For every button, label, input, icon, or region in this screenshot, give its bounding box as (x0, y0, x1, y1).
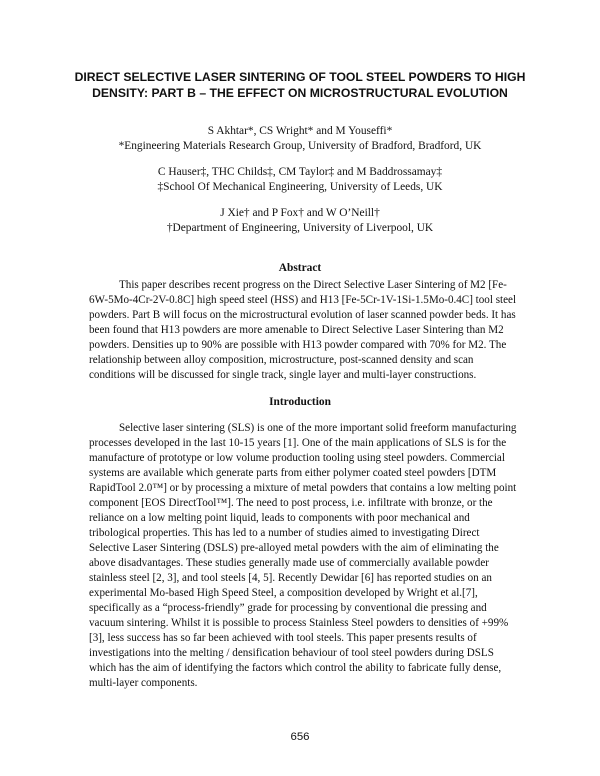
abstract-line: 6W-5Mo-4Cr-2V-0.8C] high speed steel (HSS) and H13 [Fe-5Cr-1V-1Si-1.5Mo-0.4C] tool steel (89, 294, 517, 306)
author-group-liverpool (40, 206, 560, 236)
author-affiliation: †Department of Engineering, University of Liverpool, UK (166, 222, 434, 234)
author-group-leeds (40, 165, 560, 195)
intro-line: Selective Laser Sintering (DSLS) pre-alloyed metal powders with the aim of eliminating the (89, 542, 499, 554)
author-names: J Xie† and P Fox† and W O’Neill† (220, 207, 380, 219)
intro-line: RapidTool 2.0™] or by processing a mixture of metal powders that contains a low melting point (89, 482, 517, 494)
introduction-paragraph (89, 421, 519, 691)
title-line-1: DIRECT SELECTIVE LASER SINTERING OF TOOL STEEL POWDERS TO HIGH (74, 70, 526, 84)
introduction-heading: Introduction (269, 396, 331, 408)
abstract-line: powders. Part B will focus on the microstructural evolution of laser scanned powder beds. It has (89, 309, 516, 321)
abstract-line: This paper describes recent progress on the Direct Selective Laser Sintering of M2 [Fe- (119, 279, 507, 291)
intro-line: experimental Mo-based High Speed Steel, a composition developed by Wright et al.[7], (89, 587, 478, 599)
author-names: S Akhtar*, CS Wright* and M Youseffi* (207, 125, 393, 137)
intro-line: above disadvantages. These studies generally made use of commercially available powder (89, 557, 489, 569)
intro-line: specifically as a “process-friendly” grade for processing by conventional die pressing and (89, 602, 487, 614)
author-names: C Hauser‡, THC Childs‡, CM Taylor‡ and M Baddrossamay‡ (157, 166, 443, 178)
abstract-paragraph (89, 278, 519, 383)
intro-line: Selective laser sintering (SLS) is one of the more important solid freeform manufacturing (119, 422, 517, 434)
intro-line: [3], less success has so far been achieved with tool steels. This paper presents results of (89, 632, 477, 644)
intro-line: systems are available which generate parts from either polymer coated steel powders [DTM (89, 467, 497, 479)
abstract-line: relationship between alloy composition, microstructure, post-scanned density and scan (89, 354, 474, 366)
intro-line: tribological properties. This has led to a number of studies aimed to investigating Direct (89, 527, 480, 539)
intro-line: vacuum sintering. Whilst it is possible to process Stainless Steel powders to densities of +99% (89, 617, 509, 629)
intro-line: multi-layer components. (89, 677, 198, 689)
intro-line: reliance on a low melting point liquid, leads to components with poor mechanical and (89, 512, 470, 524)
intro-line: manufacture of prototype or low volume production tooling using steel powders. Commercial (89, 452, 505, 464)
intro-line: component [EOS DirectTool™]. The need to post process, i.e. infiltrate with bronze, or the (89, 497, 493, 509)
abstract-line: powders. Densities up to 90% are possible with H13 powder compared with 70% for M2. The (89, 339, 507, 351)
abstract-heading: Abstract (278, 262, 322, 274)
title-line-2: DENSITY: PART B – THE EFFECT ON MICROSTRUCTURAL EVOLUTION (92, 86, 508, 100)
author-group-bradford (40, 124, 560, 154)
intro-line: stainless steel [2, 3], and tool steels [4, 5]. Recently Dewidar [6] has reported studies on an (89, 572, 492, 584)
intro-line: investigations into the melting / densification behaviour of tool steel powders during DSLS (89, 647, 494, 659)
author-affiliation: ‡School Of Mechanical Engineering, University of Leeds, UK (157, 181, 443, 193)
paper-title (40, 69, 560, 101)
intro-line: processes developed in the last 10-15 years [1]. One of the main applications of SLS is for the (89, 437, 507, 449)
page-number: 656 (290, 731, 310, 743)
author-affiliation: *Engineering Materials Research Group, University of Bradford, Bradford, UK (118, 140, 482, 152)
abstract-line: conditions will be discussed for single track, single layer and multi-layer constructions. (89, 369, 477, 381)
intro-line: which has the aim of identifying the factors which control the ability to fabricate fully dense, (89, 662, 502, 674)
abstract-line: been found that H13 powders are more amenable to Direct Selective Laser Sintering than M2 (89, 324, 504, 336)
